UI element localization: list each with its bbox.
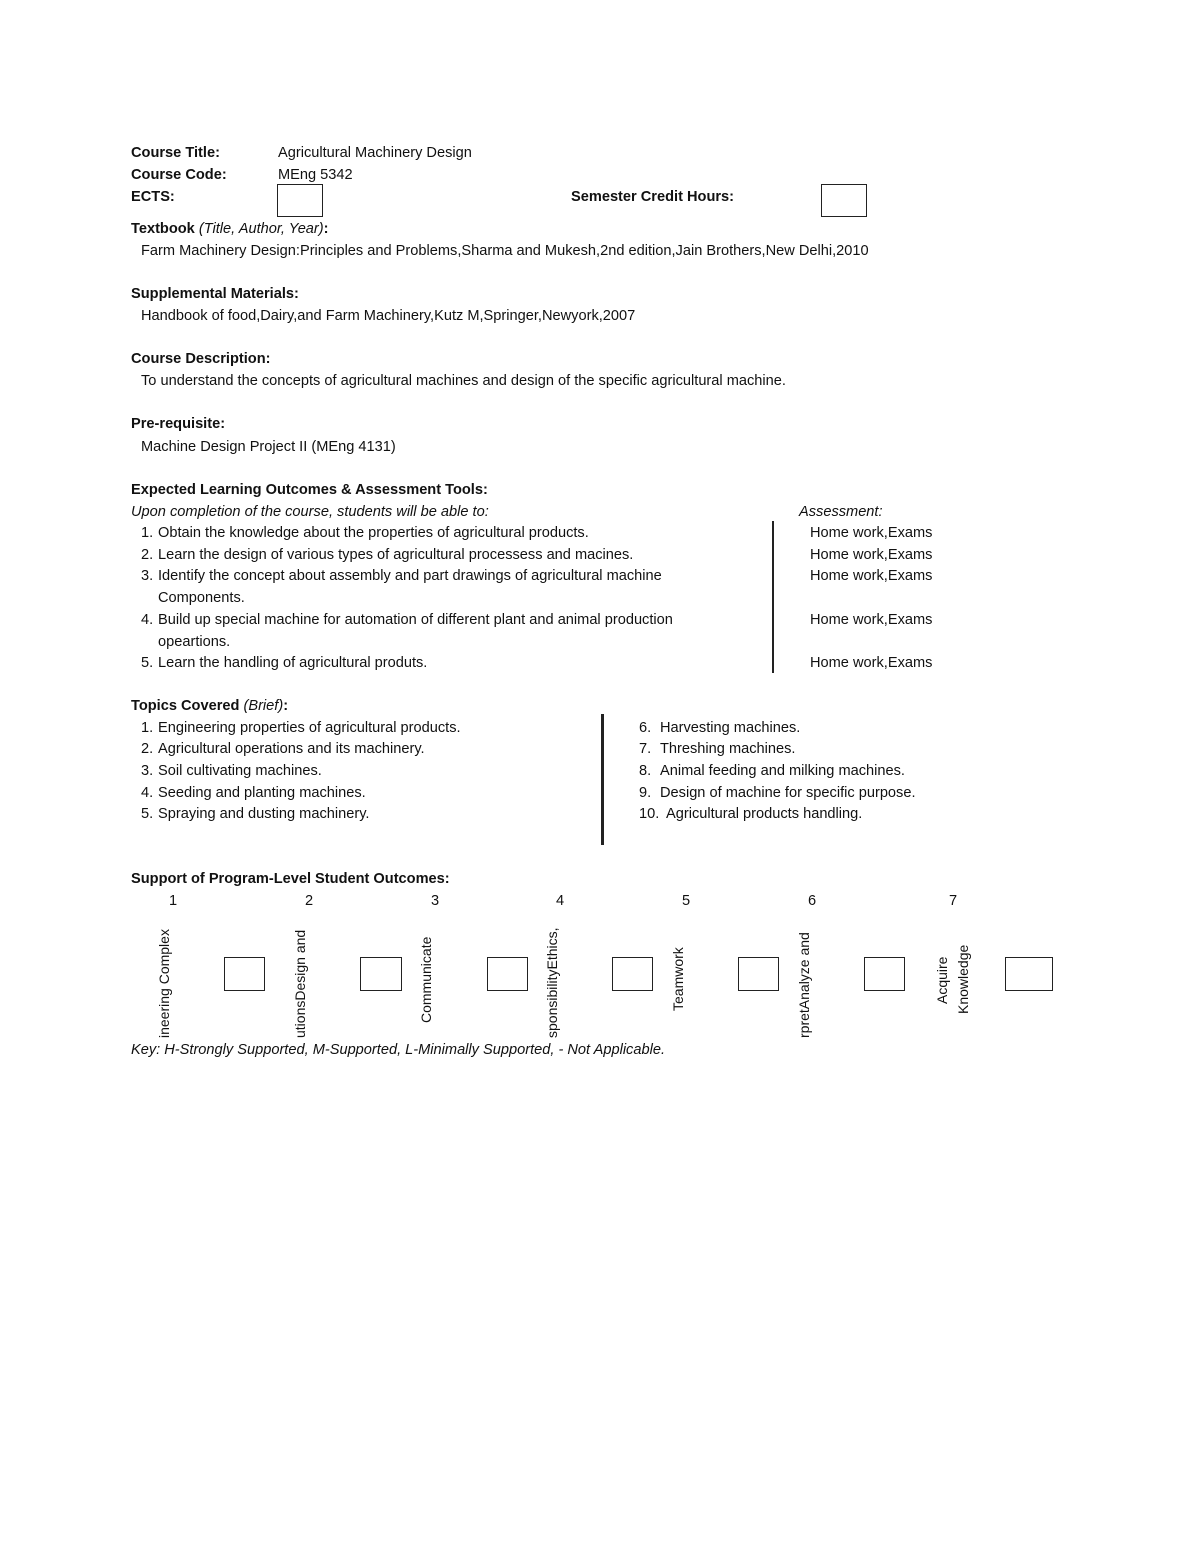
course-title-value: Agricultural Machinery Design	[278, 145, 472, 161]
outcome-5-text: Learn the handling of agricultural produts.	[158, 655, 428, 671]
so-6-label-cell	[794, 912, 816, 1040]
topic-5-num: 5.	[141, 806, 154, 822]
outcome-4-num: 4.	[141, 612, 154, 628]
outcome-2-assessment: Home work,Exams	[810, 547, 933, 563]
so-3-num: 3	[431, 893, 440, 909]
outcome-4-assessment: Home work,Exams	[810, 612, 933, 628]
topic-1-text: Engineering properties of agricultural products.	[158, 720, 461, 736]
outcome-5-assessment: Home work,Exams	[810, 655, 933, 671]
textbook-heading	[131, 220, 329, 238]
supplemental-value: Handbook of food,Dairy,and Farm Machinery,Kutz M,Springer,Newyork,2007	[141, 308, 636, 324]
so-2-num: 2	[305, 893, 314, 909]
course-code-value: MEng 5342	[278, 167, 353, 183]
credit-hours-label: Semester Credit Hours:	[571, 189, 735, 205]
topic-6-text: Harvesting machines.	[660, 720, 801, 736]
outcome-3-num: 3.	[141, 568, 154, 584]
topic-4-text: Seeding and planting machines.	[158, 785, 366, 801]
course-code-label: Course Code:	[131, 167, 227, 183]
so-7-label-line2: Knowledge	[955, 944, 971, 1014]
outcomes-divider	[772, 521, 774, 673]
prerequisite-value: Machine Design Project II (MEng 4131)	[141, 439, 396, 455]
topic-7-num: 7.	[639, 741, 652, 757]
so-2-label-cell	[290, 912, 312, 1040]
so-4-num: 4	[556, 893, 565, 909]
outcomes-label: Expected Learning Outcomes & Assessment Tools:	[131, 482, 488, 498]
so-7-box[interactable]	[1005, 957, 1053, 991]
outcome-1-assessment: Home work,Exams	[810, 525, 933, 541]
outcomes-intro: Upon completion of the course, students will be able to:	[131, 504, 489, 520]
outcome-3-assessment: Home work,Exams	[810, 568, 933, 584]
outcome-4-text: Build up special machine for automation of different plant and animal production	[158, 612, 673, 628]
topic-4-num: 4.	[141, 785, 154, 801]
so-1-box[interactable]	[224, 957, 265, 991]
topics-colon: :	[283, 698, 289, 714]
topic-2-num: 2.	[141, 741, 154, 757]
outcome-3-text-cont: Components.	[158, 590, 245, 606]
key-legend: Key: H-Strongly Supported, M-Supported, L-Minimally Supported, - Not Applicable.	[131, 1042, 666, 1058]
topics-heading	[131, 697, 288, 715]
topic-3-num: 3.	[141, 763, 154, 779]
topic-6-num: 6.	[639, 720, 652, 736]
topic-2-text: Agricultural operations and its machinery.	[158, 741, 425, 757]
topic-8-num: 8.	[639, 763, 652, 779]
so-3-label-cell	[416, 912, 438, 1040]
topic-9-num: 9.	[639, 785, 652, 801]
textbook-label-note: (Title, Author, Year)	[198, 221, 324, 237]
so-6-label: rpretAnalyze and	[796, 932, 812, 1038]
topic-8-text: Animal feeding and milking machines.	[660, 763, 905, 779]
so-4-label-cell	[542, 912, 564, 1040]
topic-5-text: Spraying and dusting machinery.	[158, 806, 370, 822]
so-6-box[interactable]	[864, 957, 905, 991]
so-4-box[interactable]	[612, 957, 653, 991]
textbook-colon: :	[323, 221, 329, 237]
ects-box[interactable]	[277, 184, 323, 217]
outcome-3-text: Identify the concept about assembly and part drawings of agricultural machine	[158, 568, 662, 584]
topic-3-text: Soil cultivating machines.	[158, 763, 322, 779]
topics-divider	[601, 714, 604, 845]
textbook-label: Textbook	[131, 221, 195, 237]
topics-label: Topics Covered	[131, 698, 240, 714]
outcome-1-text: Obtain the knowledge about the properties of agricultural products.	[158, 525, 589, 541]
topic-10-text: Agricultural products handling.	[666, 806, 863, 822]
so-1-label: ineering Complex	[156, 929, 172, 1038]
so-2-label: utionsDesign and	[292, 929, 308, 1038]
credit-hours-box[interactable]	[821, 184, 867, 217]
so-2-box[interactable]	[360, 957, 402, 991]
outcome-2-num: 2.	[141, 547, 154, 563]
outcome-4-text-cont: opeartions.	[158, 634, 231, 650]
so-7-num: 7	[949, 893, 958, 909]
topic-10-num: 10.	[639, 806, 660, 822]
so-1-label-cell	[155, 912, 177, 1040]
so-4-label: sponsibilityEthics,	[544, 927, 560, 1038]
course-title-label: Course Title:	[131, 145, 220, 161]
so-6-num: 6	[808, 893, 817, 909]
topic-7-text: Threshing machines.	[660, 741, 796, 757]
prerequisite-label: Pre-requisite:	[131, 416, 226, 432]
so-3-label: Communicate	[418, 936, 434, 1023]
so-7-label-line1: Acquire	[934, 956, 950, 1004]
so-5-label-cell	[668, 912, 690, 1040]
outcome-5-num: 5.	[141, 655, 154, 671]
so-1-num: 1	[169, 893, 178, 909]
description-value: To understand the concepts of agricultural machines and design of the specific agricultural machine.	[141, 373, 786, 389]
so-5-label: Teamwork	[670, 947, 686, 1011]
textbook-value: Farm Machinery Design:Principles and Problems,Sharma and Mukesh,2nd edition,Jain Brothers,New Delhi,2010	[141, 243, 869, 259]
so-7-label-cell	[932, 912, 976, 1040]
ects-label: ECTS:	[131, 189, 175, 205]
topics-label-note: (Brief)	[243, 698, 284, 714]
so-5-num: 5	[682, 893, 691, 909]
so-3-box[interactable]	[487, 957, 528, 991]
student-outcomes-label: Support of Program-Level Student Outcomes:	[131, 871, 450, 887]
topic-9-text: Design of machine for specific purpose.	[660, 785, 916, 801]
supplemental-label: Supplemental Materials:	[131, 286, 299, 302]
outcome-2-text: Learn the design of various types of agricultural processess and macines.	[158, 547, 634, 563]
assessment-header: Assessment:	[799, 504, 883, 520]
so-5-box[interactable]	[738, 957, 779, 991]
description-label: Course Description:	[131, 351, 271, 367]
topic-1-num: 1.	[141, 720, 154, 736]
outcome-1-num: 1.	[141, 525, 154, 541]
